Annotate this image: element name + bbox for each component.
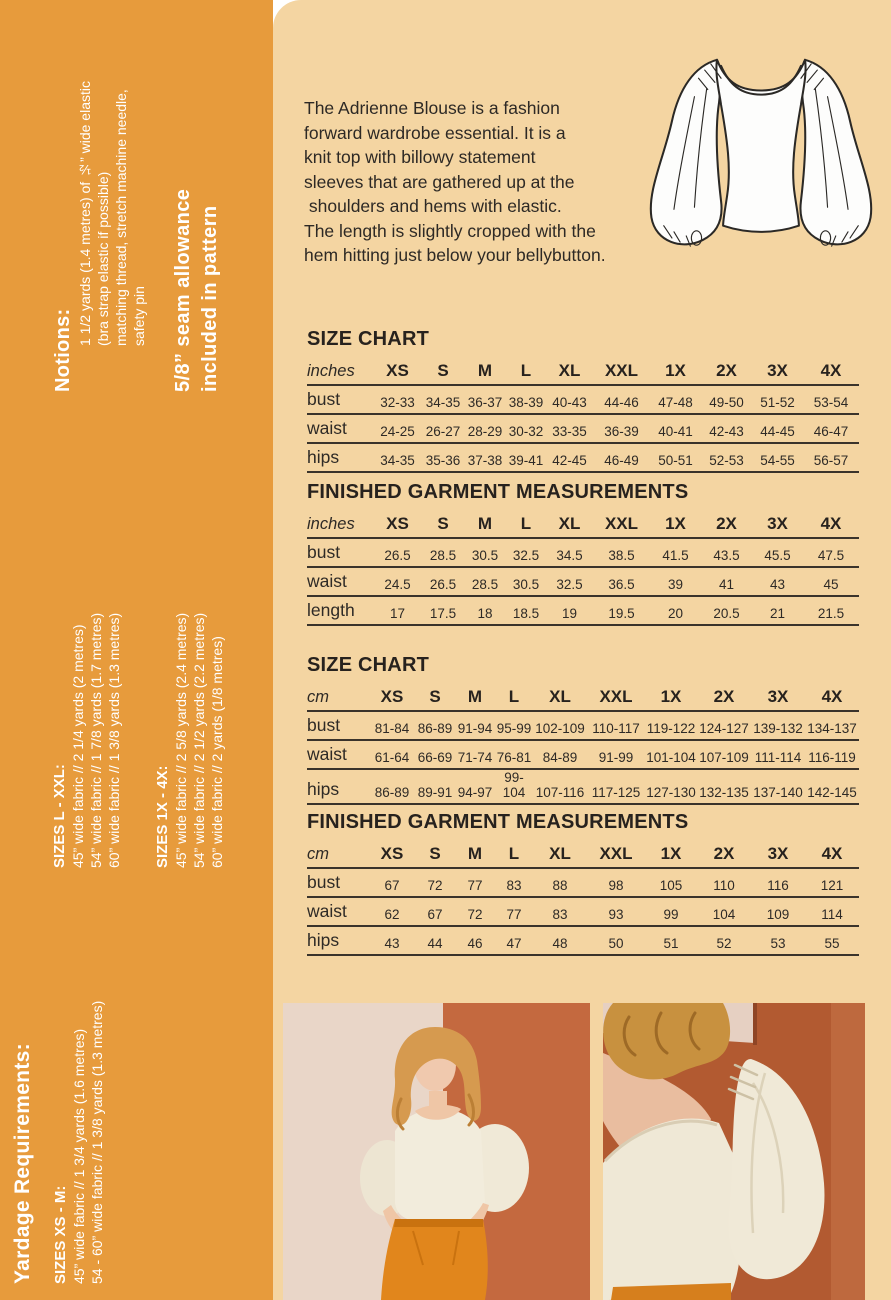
table-title: SIZE CHART — [307, 328, 429, 350]
seam-allowance-note: included in pattern — [199, 205, 221, 392]
measurement-cell: 83 — [495, 868, 533, 897]
table-header-row — [307, 356, 859, 385]
row-label: waist — [307, 897, 369, 926]
size-column-header: XXL — [593, 356, 650, 385]
description-line: shoulders and hems with elastic. — [304, 196, 562, 216]
measurement-cell: 26-27 — [422, 414, 464, 443]
table-row — [307, 868, 859, 897]
measurement-cell: 30-32 — [506, 414, 546, 443]
table-row — [307, 538, 859, 567]
measurement-cell: 102-109 — [533, 711, 587, 740]
measurement-cell: 56-57 — [803, 443, 859, 472]
measurement-cell: 61-64 — [369, 740, 415, 769]
measurement-cell: 18.5 — [506, 596, 546, 625]
size-column-header: 4X — [805, 839, 859, 868]
measurement-cell: 72 — [415, 868, 455, 897]
measurement-cell: 91-99 — [587, 740, 645, 769]
table-header-row — [307, 839, 859, 868]
measurement-cell: 95-99 — [495, 711, 533, 740]
measurement-cell: 49-50 — [701, 385, 752, 414]
sidebar — [0, 0, 273, 1300]
table-title: SIZE CHART — [307, 654, 429, 676]
notions-line: 1 1/2 yards (1.4 metres) of ½” wide elastic — [77, 81, 93, 346]
measurement-cell: 26.5 — [422, 567, 464, 596]
size-column-header: L — [495, 682, 533, 711]
measurement-cell: 76-81 — [495, 740, 533, 769]
measurement-cell: 34-35 — [422, 385, 464, 414]
notions-heading: Notions: — [52, 308, 74, 392]
size-column-header: XL — [533, 839, 587, 868]
size-column-header: 2X — [697, 682, 751, 711]
measurement-cell: 86-89 — [415, 711, 455, 740]
size-chart-inches-table — [307, 356, 859, 473]
measurement-cell: 28.5 — [464, 567, 506, 596]
size-column-header: 3X — [751, 839, 805, 868]
row-label: hips — [307, 769, 369, 804]
measurement-cell: 101-104 — [645, 740, 697, 769]
measurement-cell: 116-119 — [805, 740, 859, 769]
yardage-line: 60” wide fabric // 1 3/8 yards (1.3 metres) — [106, 612, 122, 868]
size-column-header: 2X — [701, 509, 752, 538]
measurement-cell: 55 — [805, 926, 859, 955]
measurement-cell: 28.5 — [422, 538, 464, 567]
size-column-header: 1X — [650, 509, 701, 538]
measurement-cell: 44-46 — [593, 385, 650, 414]
size-column-header: XL — [533, 682, 587, 711]
measurement-cell: 50 — [587, 926, 645, 955]
description-line: forward wardrobe essential. It is a — [304, 122, 566, 143]
measurement-cell: 53-54 — [803, 385, 859, 414]
measurement-cell: 36-37 — [464, 385, 506, 414]
measurement-cell: 132-135 — [697, 769, 751, 804]
measurement-cell: 110-117 — [587, 711, 645, 740]
table-row — [307, 711, 859, 740]
seam-allowance-note: 5/8” seam allowance — [172, 188, 194, 392]
measurement-cell: 42-43 — [701, 414, 752, 443]
measurement-cell: 99 — [645, 897, 697, 926]
sleeve-detail-illustration — [603, 1003, 865, 1300]
content-panel — [273, 0, 891, 1300]
measurement-cell: 42-45 — [546, 443, 593, 472]
size-column-header: 1X — [645, 682, 697, 711]
measurement-cell: 36.5 — [593, 567, 650, 596]
table-header-row — [307, 509, 859, 538]
size-column-header: L — [506, 356, 546, 385]
measurement-cell: 93 — [587, 897, 645, 926]
measurement-cell: 98 — [587, 868, 645, 897]
finished-measurements-cm-table — [307, 839, 859, 956]
measurement-cell: 32.5 — [546, 567, 593, 596]
measurement-cell: 84-89 — [533, 740, 587, 769]
measurement-cell: 89-91 — [415, 769, 455, 804]
table-row — [307, 567, 859, 596]
description-line: knit top with billowy statement — [304, 147, 536, 167]
measurement-cell: 43 — [369, 926, 415, 955]
size-column-header: 1X — [650, 356, 701, 385]
size-chart-cm-table — [307, 682, 859, 805]
photo-sleeve-detail — [603, 1003, 865, 1300]
pattern-description — [304, 96, 676, 268]
size-column-header: S — [415, 682, 455, 711]
unit-label: inches — [307, 356, 373, 385]
measurement-cell: 134-137 — [805, 711, 859, 740]
measurement-cell: 99-104 — [495, 769, 533, 804]
blouse-line-drawing-illustration — [633, 25, 889, 281]
size-column-header: M — [464, 356, 506, 385]
measurement-cell: 20 — [650, 596, 701, 625]
measurement-cell: 121 — [805, 868, 859, 897]
measurement-cell: 127-130 — [645, 769, 697, 804]
size-column-header: M — [455, 839, 495, 868]
size-column-header: XXL — [593, 509, 650, 538]
table-title: FINISHED GARMENT MEASUREMENTS — [307, 811, 689, 833]
measurement-cell: 51-52 — [752, 385, 803, 414]
measurement-cell: 40-43 — [546, 385, 593, 414]
measurement-cell: 39 — [650, 567, 701, 596]
finished-measurements-inches-table — [307, 509, 859, 626]
measurement-cell: 139-132 — [751, 711, 805, 740]
size-column-header: 3X — [752, 356, 803, 385]
measurement-cell: 28-29 — [464, 414, 506, 443]
description-line: hem hitting just below your bellybutton. — [304, 245, 606, 265]
row-label: bust — [307, 711, 369, 740]
row-label: hips — [307, 926, 369, 955]
measurement-cell: 34.5 — [546, 538, 593, 567]
yardage-requirements-section — [8, 916, 106, 1284]
size-column-header: XL — [546, 356, 593, 385]
size-column-header: XS — [373, 509, 422, 538]
table-row — [307, 443, 859, 472]
size-column-header: 3X — [751, 682, 805, 711]
size-column-header: XS — [369, 839, 415, 868]
measurement-cell: 26.5 — [373, 538, 422, 567]
size-column-header: XS — [369, 682, 415, 711]
measurement-cell: 38-39 — [506, 385, 546, 414]
measurement-cell: 94-97 — [455, 769, 495, 804]
measurement-cell: 45 — [803, 567, 859, 596]
measurement-cell: 52 — [697, 926, 751, 955]
measurement-cell: 54-55 — [752, 443, 803, 472]
measurement-cell: 47-48 — [650, 385, 701, 414]
measurement-cell: 109 — [751, 897, 805, 926]
notions-line: (bra strap elastic if possible) — [95, 171, 111, 346]
unit-label: cm — [307, 682, 369, 711]
size-column-header: XL — [546, 509, 593, 538]
photo-model-front — [283, 1003, 590, 1300]
measurement-cell: 52-53 — [701, 443, 752, 472]
yardage-line: 54” wide fabric // 2 1/2 yards (2.2 metres) — [191, 612, 207, 868]
measurement-cell: 91-94 — [455, 711, 495, 740]
measurement-cell: 50-51 — [650, 443, 701, 472]
measurement-cell: 21 — [752, 596, 803, 625]
measurement-cell: 110 — [697, 868, 751, 897]
size-column-header: XS — [373, 356, 422, 385]
measurement-cell: 32.5 — [506, 538, 546, 567]
size-column-header: 4X — [803, 356, 859, 385]
measurement-cell: 30.5 — [464, 538, 506, 567]
size-column-header: 2X — [701, 356, 752, 385]
size-column-header: L — [495, 839, 533, 868]
table-row — [307, 385, 859, 414]
table-row — [307, 596, 859, 625]
yardage-line: 54 - 60” wide fabric // 1 3/8 yards (1.3 metres) — [89, 1000, 105, 1284]
notions-line: matching thread, stretch machine needle, — [113, 89, 129, 346]
measurement-cell: 83 — [533, 897, 587, 926]
measurement-cell: 137-140 — [751, 769, 805, 804]
measurement-cell: 116 — [751, 868, 805, 897]
measurement-cell: 67 — [369, 868, 415, 897]
measurement-cell: 43 — [752, 567, 803, 596]
size-column-header: 2X — [697, 839, 751, 868]
yardage-line: 45” wide fabric // 2 5/8 yards (2.4 metres) — [173, 612, 189, 868]
measurement-cell: 107-116 — [533, 769, 587, 804]
measurement-cell: 81-84 — [369, 711, 415, 740]
yardage-line: 54” wide fabric // 1 7/8 yards (1.7 metres) — [88, 612, 104, 868]
notions-section — [50, 46, 224, 392]
row-label: hips — [307, 443, 373, 472]
measurement-cell: 45.5 — [752, 538, 803, 567]
row-label: bust — [307, 868, 369, 897]
unit-label: cm — [307, 839, 369, 868]
measurement-cell: 24-25 — [373, 414, 422, 443]
measurement-cell: 71-74 — [455, 740, 495, 769]
measurement-cell: 36-39 — [593, 414, 650, 443]
measurement-cell: 39-41 — [506, 443, 546, 472]
measurement-cell: 77 — [455, 868, 495, 897]
size-column-header: L — [506, 509, 546, 538]
measurement-cell: 72 — [455, 897, 495, 926]
size-column-header: 4X — [803, 509, 859, 538]
table-row — [307, 769, 859, 804]
measurement-cell: 51 — [645, 926, 697, 955]
table-row — [307, 414, 859, 443]
measurement-cell: 17 — [373, 596, 422, 625]
table-row — [307, 740, 859, 769]
size-chart-inches-block — [307, 328, 859, 473]
size-column-header: M — [455, 682, 495, 711]
measurement-cell: 104 — [697, 897, 751, 926]
size-column-header: S — [422, 356, 464, 385]
measurement-cell: 53 — [751, 926, 805, 955]
measurement-cell: 46-47 — [803, 414, 859, 443]
sizes-xs-m-heading: SIZES XS - M: — [52, 1185, 69, 1284]
row-label: waist — [307, 740, 369, 769]
table-header-row — [307, 682, 859, 711]
row-label: waist — [307, 567, 373, 596]
table-row — [307, 897, 859, 926]
size-column-header: XXL — [587, 839, 645, 868]
measurement-cell: 66-69 — [415, 740, 455, 769]
row-label: length — [307, 596, 373, 625]
yardage-line: 45” wide fabric // 2 1/4 yards (2 metres) — [70, 624, 86, 868]
yardage-line: 45” wide fabric // 1 3/4 yards (1.6 metres) — [71, 1028, 87, 1284]
measurement-cell: 34-35 — [373, 443, 422, 472]
measurement-cell: 107-109 — [697, 740, 751, 769]
measurement-cell: 24.5 — [373, 567, 422, 596]
table-title: FINISHED GARMENT MEASUREMENTS — [307, 481, 689, 503]
measurement-cell: 88 — [533, 868, 587, 897]
measurement-cell: 117-125 — [587, 769, 645, 804]
measurement-cell: 67 — [415, 897, 455, 926]
measurement-cell: 47.5 — [803, 538, 859, 567]
measurement-cell: 142-145 — [805, 769, 859, 804]
measurement-cell: 46 — [455, 926, 495, 955]
description-line: The length is slightly cropped with the — [304, 220, 596, 241]
size-column-header: M — [464, 509, 506, 538]
size-column-header: XXL — [587, 682, 645, 711]
measurement-cell: 77 — [495, 897, 533, 926]
measurement-cell: 19 — [546, 596, 593, 625]
measurement-cell: 43.5 — [701, 538, 752, 567]
measurement-cell: 33-35 — [546, 414, 593, 443]
measurement-cell: 32-33 — [373, 385, 422, 414]
measurement-cell: 18 — [464, 596, 506, 625]
size-chart-cm-block — [307, 654, 859, 805]
measurement-cell: 41.5 — [650, 538, 701, 567]
measurement-cell: 105 — [645, 868, 697, 897]
measurement-cell: 119-122 — [645, 711, 697, 740]
size-column-header: 3X — [752, 509, 803, 538]
size-column-header: 1X — [645, 839, 697, 868]
yardage-line: 60” wide fabric // 2 yards (1/8 metres) — [209, 636, 225, 868]
sizes-1x-4x-heading: SIZES 1X - 4X: — [154, 765, 171, 868]
measurement-cell: 40-41 — [650, 414, 701, 443]
sizes-l-xxl-heading: SIZES L - XXL: — [51, 764, 68, 868]
description-line: The Adrienne Blouse is a fashion — [304, 98, 560, 118]
notions-line: safety pin — [131, 286, 147, 346]
measurement-cell: 111-114 — [751, 740, 805, 769]
unit-label: inches — [307, 509, 373, 538]
measurement-cell: 37-38 — [464, 443, 506, 472]
measurement-cell: 47 — [495, 926, 533, 955]
measurement-cell: 41 — [701, 567, 752, 596]
measurement-cell: 44-45 — [752, 414, 803, 443]
row-label: waist — [307, 414, 373, 443]
table-row — [307, 926, 859, 955]
measurement-cell: 124-127 — [697, 711, 751, 740]
row-label: bust — [307, 538, 373, 567]
measurement-cell: 86-89 — [369, 769, 415, 804]
size-column-header: 4X — [805, 682, 859, 711]
description-line: sleeves that are gathered up at the — [304, 171, 575, 192]
measurement-cell: 35-36 — [422, 443, 464, 472]
measurement-cell: 17.5 — [422, 596, 464, 625]
size-column-header: S — [415, 839, 455, 868]
measurement-cell: 62 — [369, 897, 415, 926]
row-label: bust — [307, 385, 373, 414]
finished-measurements-cm-block — [307, 811, 859, 956]
measurement-cell: 48 — [533, 926, 587, 955]
finished-measurements-inches-block — [307, 481, 859, 626]
model-photo-illustration — [283, 1003, 590, 1300]
measurement-cell: 19.5 — [593, 596, 650, 625]
measurement-cell: 20.5 — [701, 596, 752, 625]
measurement-cell: 44 — [415, 926, 455, 955]
measurement-cell: 30.5 — [506, 567, 546, 596]
measurement-cell: 21.5 — [803, 596, 859, 625]
yardage-sizes-l-4x-section — [50, 552, 226, 868]
size-column-header: S — [422, 509, 464, 538]
measurement-cell: 38.5 — [593, 538, 650, 567]
measurement-cell: 46-49 — [593, 443, 650, 472]
measurement-cell: 114 — [805, 897, 859, 926]
yardage-requirements-heading: Yardage Requirements: — [11, 1043, 34, 1284]
